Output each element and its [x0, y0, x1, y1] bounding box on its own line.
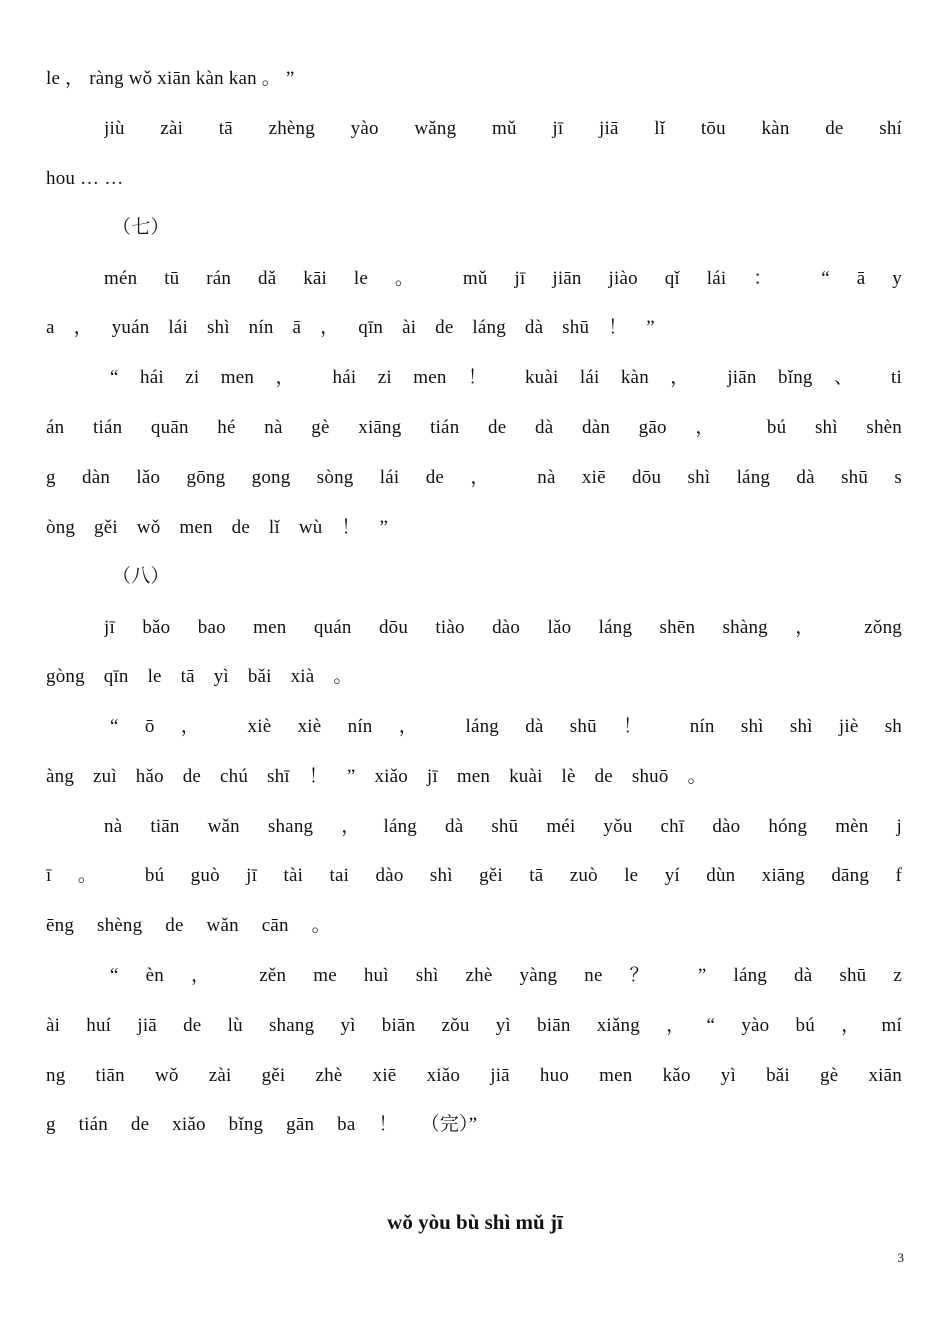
text-line: mén tū rán dǎ kāi le 。 mǔ jī jiān jiào qǐ lái ： “ ā y — [104, 268, 902, 289]
text-line: “ ō ， xiè xiè nín ， láng dà shū ！ nín shì shì jiè sh — [110, 716, 902, 737]
text-line: “ èn ， zěn me huì shì zhè yàng ne ？ ” láng dà shū z — [110, 965, 902, 986]
text-line: ài huí jiā de lù shang yì biān zǒu yì biān xiǎng ，“ yào bú ，mí — [46, 1015, 902, 1036]
text-line: “ hái zi men ， hái zi men ！ kuài lái kàn ， jiān bǐng 、 ti — [110, 367, 902, 388]
text-line: án tián quān hé nà gè xiāng tián de dà dàn gāo ， bú shì shèn — [46, 417, 902, 438]
page-number: 3 — [897, 1250, 904, 1265]
text-line: ēng shèng de wǎn cān 。 — [46, 915, 331, 936]
text-line: g dàn lǎo gōng gong sòng lái de ， nà xiē dōu shì láng dà shū s — [46, 467, 902, 488]
section-heading: （八） — [112, 566, 170, 587]
next-story-title: wǒ yòu bù shì mǔ jī — [387, 1210, 563, 1234]
text-line: ng tiān wǒ zài gěi zhè xiē xiǎo jiā huo men kǎo yì bǎi gè xiān — [46, 1065, 902, 1086]
text-line: jiù zài tā zhèng yào wǎng mǔ jī jiā lǐ tōu kàn de shí — [104, 118, 902, 139]
text-line: gòng qīn le tā yì bǎi xià 。 — [46, 666, 353, 687]
text-line: jī bǎo bao men quán dōu tiào dào lǎo láng shēn shàng ， zǒng — [104, 617, 902, 638]
text-line: ī 。 bú guò jī tài tai dào shì gěi tā zuò le yí dùn xiāng dāng f — [46, 865, 902, 886]
text-line: le ， ràng wǒ xiān kàn kan 。 ” — [46, 68, 295, 89]
section-heading: （七） — [112, 217, 170, 238]
text-line: a ， yuán lái shì nín ā ， qīn ài de láng dà shū ！ ” — [46, 317, 655, 338]
text-line: hou … … — [46, 168, 124, 189]
text-line: àng zuì hǎo de chú shī ！ ” xiǎo jī men kuài lè de shuō 。 — [46, 766, 707, 787]
text-line: nà tiān wǎn shang ，láng dà shū méi yǒu chī dào hóng mèn j — [104, 816, 902, 837]
text-line: òng gěi wǒ men de lǐ wù ！ ” — [46, 517, 389, 538]
text-line: g tián de xiǎo bǐng gān ba ！ （完）” — [46, 1114, 478, 1135]
